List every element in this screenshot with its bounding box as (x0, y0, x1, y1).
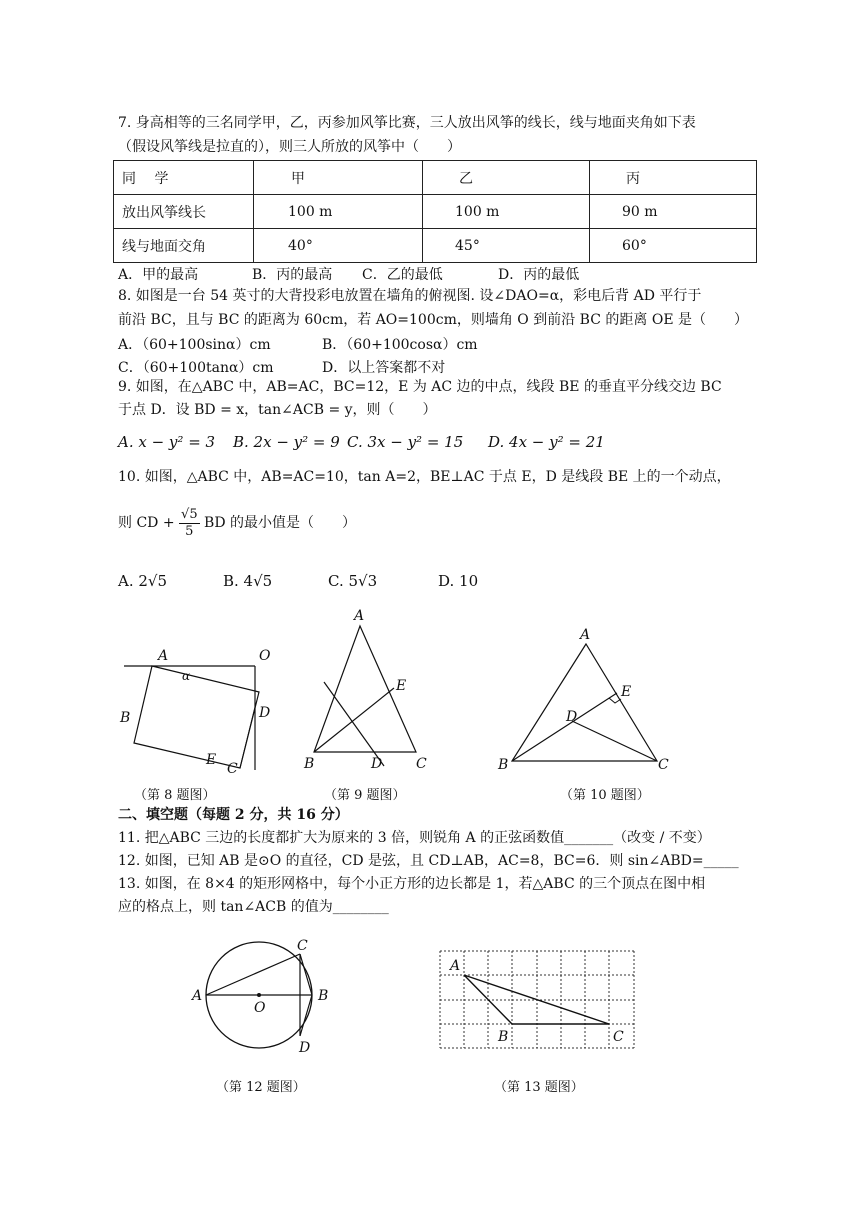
q13-line1: 13. 如图，在 8×4 的矩形网格中，每个小正方形的边长都是 1，若△ABC 的三个顶点在图中相 (118, 876, 706, 892)
fig10-label-b: B (498, 757, 509, 773)
table-cell: 线与地面交角 (114, 229, 254, 263)
fig12-label-d: D (299, 1040, 311, 1056)
q7-option-c: C．乙的最低 (362, 267, 443, 283)
q9-option-d: D. 4x − y² = 21 (488, 433, 605, 451)
figure-13 (432, 944, 642, 1056)
fig8-label-c: C (227, 761, 238, 777)
fig10-label-a: A (580, 627, 591, 643)
q8-option-a: A．（60+100sinα）cm (118, 337, 271, 353)
fig8-label-a: A (158, 648, 169, 664)
table-header-cell: 甲 (254, 161, 423, 195)
q10-line2-pre: 则 CD + (118, 515, 175, 531)
table-cell: 放出风筝线长 (114, 195, 254, 229)
table-cell: 45° (423, 229, 590, 263)
fraction-numerator: √5 (181, 506, 198, 522)
fig13-label-c: C (613, 1029, 624, 1045)
q8-line2: 前沿 BC，且与 BC 的距离为 60cm，若 AO=100cm，则墙角 O 到前沿 BC 的距离 OE 是（ ） (118, 312, 748, 328)
q10-line2-post: BD 的最小值是（ ） (204, 515, 357, 531)
q8-option-b: B．（60+100cosα）cm (322, 337, 478, 353)
q9-option-c: C. 3x − y² = 15 (347, 433, 464, 451)
fraction-denominator: 5 (185, 523, 194, 539)
fig12-label-b: B (318, 988, 329, 1004)
fig9-label-a: A (354, 608, 365, 624)
q7-option-b: B．丙的最高 (252, 267, 333, 283)
table-cell: 60° (590, 229, 757, 263)
q7-line2: （假设风筝线是拉直的），则三人所放的风筝中（ ） (118, 139, 461, 155)
q10-option-a: A. 2√5 (118, 572, 168, 590)
q7-line1: 7. 身高相等的三名同学甲，乙，丙参加风筝比赛，三人放出风筝的线长，线与地面夹角如下表 (118, 115, 696, 131)
fig9-label-c: C (416, 756, 427, 772)
fig8-label-e: E (206, 752, 217, 768)
fig9-label-e: E (396, 678, 407, 694)
fig13-label-b: B (498, 1029, 509, 1045)
fig9-label-d: D (371, 756, 383, 772)
q13-line2: 应的格点上，则 tan∠ACB 的值为________ (118, 899, 389, 915)
fig10-caption: （第 10 题图） (560, 788, 650, 803)
q10-line2 (118, 500, 356, 546)
fig10-label-d: D (566, 709, 578, 725)
q10-fraction (179, 507, 200, 540)
figure-12 (190, 934, 350, 1056)
q10-option-d: D. 10 (438, 572, 479, 590)
fig8-label-o: O (259, 648, 271, 664)
table-cell: 100 m (423, 195, 590, 229)
table-header-cell: 乙 (423, 161, 590, 195)
q7-option-d: D．丙的最低 (498, 267, 580, 283)
q9-line2: 于点 D．设 BD = x，tan∠ACB = y，则（ ） (118, 402, 437, 418)
q8-option-d: D．以上答案都不对 (322, 360, 446, 376)
fig8-label-b: B (120, 710, 131, 726)
table-cell: 90 m (590, 195, 757, 229)
table-cell: 100 m (254, 195, 423, 229)
table-row (114, 161, 757, 195)
figure-8 (112, 640, 282, 780)
q9-option-a: A. x − y² = 3 (118, 433, 216, 451)
fig12-label-o: O (254, 1000, 266, 1016)
q10-option-b: B. 4√5 (223, 572, 273, 590)
figure-10 (490, 624, 680, 776)
table-header-cell: 同 学 (114, 161, 254, 195)
q10-line1: 10. 如图，△ABC 中，AB=AC=10，tan A=2，BE⊥AC 于点 E，D 是线段 BE 上的一个动点， (118, 469, 731, 485)
section-2-title: 二、填空题（每题 2 分，共 16 分） (118, 807, 349, 823)
table-row (114, 195, 757, 229)
table-cell: 40° (254, 229, 423, 263)
kite-table (113, 160, 757, 263)
q8-line1: 8. 如图是一台 54 英寸的大背投彩电放置在墙角的俯视图. 设∠DAO=α，彩电后背 AD 平行于 (118, 288, 702, 304)
q11-text: 11. 把△ABC 三边的长度都扩大为原来的 3 倍，则锐角 A 的正弦函数值_______（改变 / 不变） (118, 830, 711, 846)
q8-option-c: C．（60+100tanα）cm (118, 360, 274, 376)
fig8-caption: （第 8 题图） (134, 788, 216, 803)
fig13-caption: （第 13 题图） (494, 1080, 584, 1095)
fig9-label-b: B (304, 756, 315, 772)
fig12-label-a: A (192, 988, 203, 1004)
fig8-label-alpha: α (182, 669, 191, 683)
q7-option-a: A．甲的最高 (118, 267, 199, 283)
q10-option-c: C. 5√3 (328, 572, 378, 590)
q9-line1: 9. 如图，在△ABC 中，AB=AC，BC=12，E 为 AC 边的中点，线段 BE 的垂直平分线交边 BC (118, 379, 722, 395)
fig9-caption: （第 9 题图） (324, 788, 406, 803)
figure-9 (296, 604, 436, 776)
fig12-label-c: C (297, 938, 308, 954)
fig10-label-c: C (658, 757, 669, 773)
fig12-caption: （第 12 题图） (216, 1080, 306, 1095)
q12-text: 12. 如图，已知 AB 是⊙O 的直径，CD 是弦，且 CD⊥AB，AC=8，BC=6．则 sin∠ABD=_____ (118, 853, 739, 869)
table-header-cell: 丙 (590, 161, 757, 195)
table-row (114, 229, 757, 263)
fig13-label-a: A (450, 958, 461, 974)
fig10-label-e: E (621, 684, 632, 700)
fig8-label-d: D (259, 705, 271, 721)
q9-option-b: B. 2x − y² = 9 (233, 433, 340, 451)
